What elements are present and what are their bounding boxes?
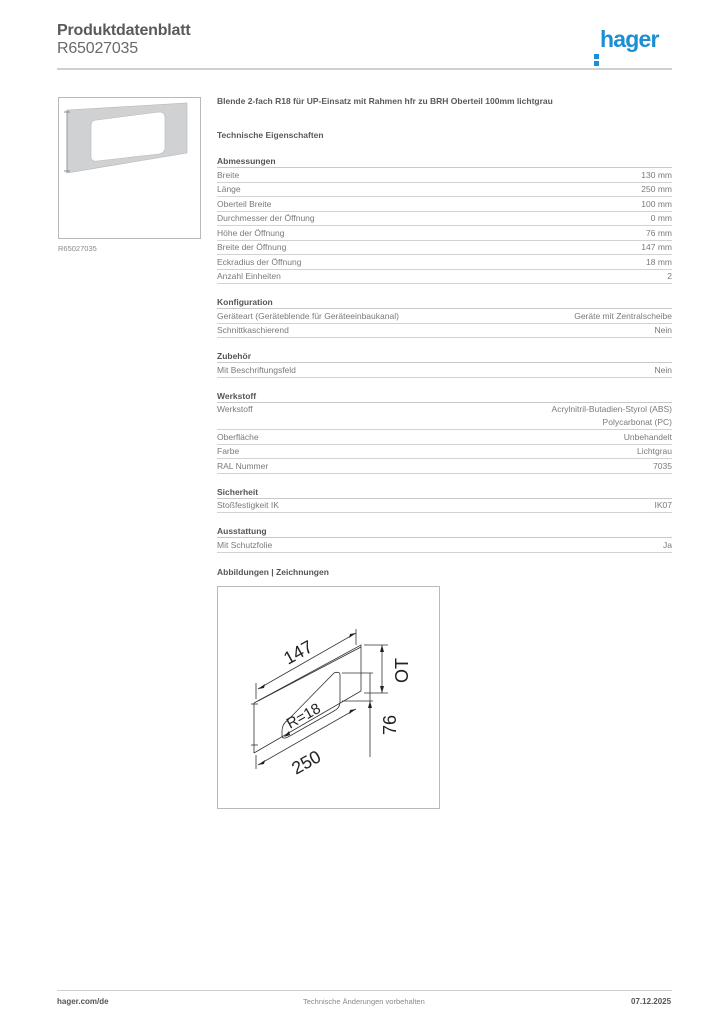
table-row <box>217 197 672 212</box>
product-image-caption: R65027035 <box>58 244 97 253</box>
row-label: Farbe <box>217 446 240 456</box>
figures-heading: Abbildungen | Zeichnungen <box>217 567 329 577</box>
section-title: Werkstoff <box>217 390 672 403</box>
article-number: R65027035 <box>57 40 138 57</box>
row-value: 7035 <box>653 460 672 471</box>
section-werkstoff <box>217 390 672 474</box>
section-title: Abmessungen <box>217 155 672 168</box>
section-ausstattung <box>217 525 672 553</box>
row-label: Länge <box>217 184 241 194</box>
table-row <box>217 212 672 227</box>
table-row <box>217 255 672 270</box>
dim-label-length: 250 <box>288 746 325 779</box>
page-title: Produktdatenblatt <box>57 22 191 39</box>
row-value: Nein <box>654 325 672 335</box>
dim-label-width: 147 <box>280 636 317 669</box>
row-value: Lichtgrau <box>637 446 672 456</box>
row-label: Stoßfestigkeit IK <box>217 500 279 510</box>
row-label: Oberteil Breite <box>217 198 272 209</box>
section-zubehoer <box>217 350 672 378</box>
row-value: 2 <box>667 271 672 281</box>
row-value-line: Acrylnitril-Butadien-Styrol (ABS) <box>551 404 672 414</box>
table-row <box>217 309 672 324</box>
table-row <box>217 168 672 183</box>
row-label: Mit Beschriftungsfeld <box>217 364 296 375</box>
row-label: Eckradius der Öffnung <box>217 256 302 267</box>
dimension-drawing-icon <box>218 587 439 808</box>
table-row <box>217 538 672 553</box>
table-row <box>217 226 672 241</box>
product-photo-icon <box>59 98 200 238</box>
row-value: 250 mm <box>641 184 672 194</box>
footer-website-link[interactable]: hager.com/de <box>57 997 109 1006</box>
row-label: Durchmesser der Öffnung <box>217 213 315 223</box>
section-title: Konfiguration <box>217 296 672 309</box>
row-value: Nein <box>654 364 672 375</box>
table-row <box>217 324 672 339</box>
section-abmessungen <box>217 155 672 284</box>
table-row <box>217 270 672 285</box>
product-image <box>58 97 201 239</box>
hager-logo <box>594 28 659 51</box>
row-value: 18 mm <box>646 256 672 267</box>
product-description: Blende 2-fach R18 für UP-Einsatz mit Rahmen hfr zu BRH Oberteil 100mm lichtgrau <box>217 96 553 106</box>
section-title: Ausstattung <box>217 525 672 538</box>
row-value <box>552 403 672 429</box>
row-value: 147 mm <box>641 242 672 252</box>
header-divider <box>57 68 672 70</box>
footer-notice: Technische Änderungen vorbehalten <box>303 997 425 1006</box>
row-label: Werkstoff <box>217 404 253 414</box>
row-value: 130 mm <box>641 169 672 180</box>
row-label: Geräteart (Geräteblende für Geräteeinbaukanal) <box>217 310 399 321</box>
technical-drawing <box>217 586 440 809</box>
row-value: Ja <box>663 539 672 550</box>
row-value: IK07 <box>654 500 672 510</box>
footer-divider <box>57 990 672 991</box>
section-konfiguration <box>217 296 672 338</box>
row-value: Unbehandelt <box>623 431 672 442</box>
row-value: 100 mm <box>641 198 672 209</box>
row-label: Anzahl Einheiten <box>217 271 281 281</box>
table-row <box>217 459 672 474</box>
row-value: Geräte mit Zentralscheibe <box>574 310 672 321</box>
footer-date: 07.12.2025 <box>631 997 672 1006</box>
row-label: Breite <box>217 169 240 180</box>
tech-properties-heading: Technische Eigenschaften <box>217 130 324 140</box>
row-value: 76 mm <box>646 227 672 238</box>
row-value: 0 mm <box>650 213 672 223</box>
row-label: RAL Nummer <box>217 460 269 471</box>
section-title: Sicherheit <box>217 486 672 499</box>
row-label: Mit Schutzfolie <box>217 539 273 550</box>
row-value-line: Polycarbonat (PC) <box>602 417 672 427</box>
section-sicherheit <box>217 486 672 514</box>
row-label: Oberfläche <box>217 431 259 442</box>
table-row <box>217 430 672 445</box>
table-row <box>217 183 672 198</box>
logo-text: hager <box>600 26 659 52</box>
table-row <box>217 241 672 256</box>
row-label: Höhe der Öffnung <box>217 227 285 238</box>
table-row <box>217 499 672 514</box>
dim-label-top: OT <box>392 658 412 683</box>
dim-label-height: 76 <box>380 714 400 735</box>
table-row <box>217 363 672 378</box>
row-label: Schnittkaschierend <box>217 325 289 335</box>
spec-content <box>217 96 672 565</box>
section-title: Zubehör <box>217 350 672 363</box>
dim-label-radius: R=18 <box>283 700 324 733</box>
table-row <box>217 445 672 460</box>
table-row <box>217 403 672 431</box>
row-label: Breite der Öffnung <box>217 242 287 252</box>
